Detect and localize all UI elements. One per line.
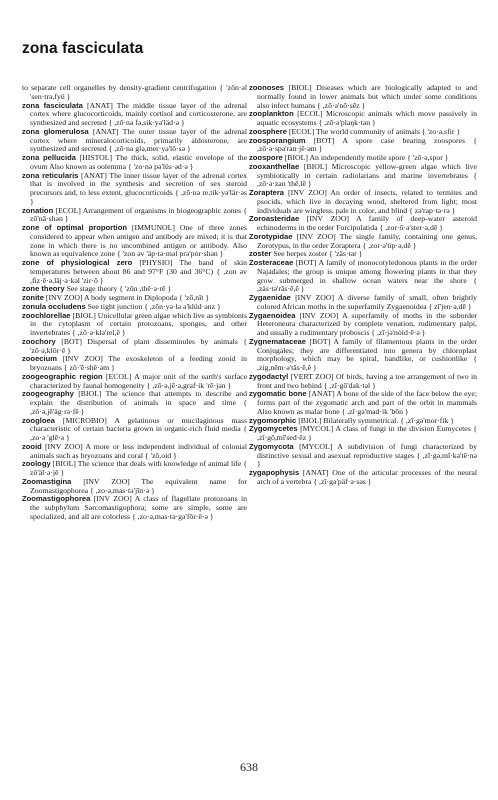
entry-definition: See stage theory { 'zōn ,thē·ə·rē }	[66, 284, 172, 294]
entry-definition: [ECOL] Arrangement of organisms in biogeographic zones { zō'nā·shən }	[30, 205, 248, 224]
entry-definition: [INV ZOO] A family of deep-water asteroid echinoderms in the order Forcipulatida { ,zor·ō·ə'ster·ə,dē }	[257, 214, 478, 232]
entry-headword: Zoroasteridae	[249, 214, 300, 224]
entry-definition: [MICROBIO] A gelatinous or mucilaginous mass characteristic of certain bacteria grown in organic-rich fluid media { ,zo·ə 'glē·ə }	[30, 415, 248, 442]
entry-headword: zoster	[249, 249, 272, 259]
entry-headword: zonation	[22, 205, 54, 215]
entry-definition: [BIOL] The science that attempts to describe and explain the distribution of animals in space and time { ,zō·ə,jē'äg·rə·fē }	[30, 389, 248, 416]
dictionary-entry	[22, 154, 247, 172]
dictionary-entry	[22, 417, 247, 443]
entry-headword: zooid	[22, 441, 42, 451]
entry-headword: zoogeographic region	[22, 371, 103, 381]
entry-definition: [INV ZOO] A body segment in Diplopoda { 'zō,nīt }	[45, 293, 210, 302]
entry-definition: [MYCOL] A subdivision of fungi characterized by distinctive sexual and asexual reproductive stages { ,zī·gə,mī·kə'tē·nə }	[257, 441, 478, 469]
entry-headword: Zygomycetes	[249, 424, 298, 434]
entry-headword: zoospore	[249, 153, 283, 162]
entry-headword: Zosteraceae	[249, 258, 294, 267]
entry-definition: [INV ZOO] A diverse family of small, often brightly colored African moths in the superfamily Zygaenoidea { zī'jen·ə,dē }	[257, 293, 477, 311]
dictionary-entry	[22, 390, 247, 416]
dictionary-entry	[249, 373, 477, 391]
entry-headword: zona pellucida	[22, 153, 76, 162]
entry-definition: [BIOL] Bilaterally symmetrical. { ,zī·gə'mor·fik }	[298, 415, 455, 425]
entry-headword: Zorotypidae	[249, 231, 293, 241]
entry-headword: zona reticularis	[22, 170, 79, 180]
dictionary-entry	[22, 355, 247, 373]
entry-headword: zoosphere	[249, 126, 287, 136]
entry-definition: [ANAT] The inner tissue layer of the adrenal cortex that is involved in the synthesis and secretion of sex steroid precursors and, to less extent, glucocorticoids { ,zō·nə re,tik·yə'lär·əs }	[30, 170, 247, 206]
running-head: zona fasciculata	[22, 40, 144, 57]
entry-definition: [MYCOL] A class of fungi in the division Eumycetes { ,zī·gō,mī'sed·ēz }	[257, 424, 478, 442]
entry-headword: Zygaenoidea	[249, 310, 296, 320]
left-column	[22, 84, 247, 522]
entry-definition: [INV ZOO] The single family, containing one genus, Zorotypus, in the order Zoraptera { ,zor·ə'tip·ə,dē }	[257, 231, 478, 250]
entry-headword: Zygaenidae	[249, 293, 291, 302]
entry-definition: [INV ZOO] The exoskeleton of a feeding zooid in bryozoans { zō·'ē·shē·əm }	[30, 354, 248, 372]
entry-headword: Zoraptera	[249, 188, 285, 197]
dictionary-entry	[22, 373, 247, 391]
entry-headword: zona glomerulosa	[22, 126, 89, 136]
dictionary-entry	[22, 443, 247, 461]
entry-definition: [BIOL] Diseases which are biologically adapted to and normally found in lower animals but which under some conditions also infect humans { ,zō·ə'nō·sēz }	[257, 83, 477, 110]
dictionary-entry	[22, 338, 247, 356]
entry-definition: [BOT] Dispersal of plant disseminules by animals { 'zō·ə,klōr·ē }	[30, 336, 248, 355]
dictionary-entry	[249, 215, 477, 233]
entry-headword: Zoomastigina	[22, 476, 72, 486]
entry-headword: zone theory	[22, 284, 65, 294]
entry-headword: zygomatic bone	[249, 389, 307, 399]
entry-definition: [ECOL] The world community of animals { 'zo·ə,sfir }	[288, 126, 461, 136]
entry-headword: zoonoses	[249, 83, 285, 92]
dictionary-entry	[22, 259, 247, 285]
entry-definition: [VERT ZOO] Of birds, having a toe arrangement of two in front and two behind { ,zī·gō'dak·təl }	[257, 371, 478, 390]
entry-definition: See tight junction { ,zōn·yə·lə ə'klüd·ənz }	[87, 301, 221, 311]
entry-headword: zygodactyl	[249, 371, 289, 381]
entry-definition: [BIOL] Unicellular green algae which live as symbionts in the cytoplasm of certain protozoans, sponges, and other invertebrates { ,zō·ə·klə'rel,ē }	[30, 310, 248, 337]
dictionary-entry	[249, 312, 477, 338]
entry-headword: Zygomycota	[249, 441, 294, 451]
entry-definition: [ANAT] The outer tissue layer of the adrenal cortex where mineralocorticoids, primarily aldosterone, are synthesized and secreted { ,zō·nə glə,mer·yə'lō·sə }	[30, 126, 247, 154]
dictionary-entry	[249, 294, 477, 312]
entry-definition: [IMMUNOL] One of three zones considered to appear when antigen and antibody are mixed; it is that zone in which there is no uncombined antigen or antibody. Also known as equivalence zone { 'zon əv 'äp·tə·məl prə'pȯr·shən }	[30, 223, 247, 259]
dictionary-entry	[22, 460, 247, 478]
entry-definition: [INV ZOO] An order of insects, related to termites and psocids, which live in decaying wood, sheltered from light; most individuals are wingless, pale in color, and blind { zə'rap·tə·rə }	[257, 188, 478, 215]
dictionary-entry	[249, 469, 477, 487]
dictionary-entry	[22, 478, 247, 496]
entry-headword: zooplankton	[249, 109, 294, 119]
dictionary-entry	[22, 207, 247, 225]
dictionary-entry	[22, 128, 247, 154]
entry-headword: zonite	[22, 293, 44, 302]
entry-definition: [ANAT] The middle tissue layer of the adrenal cortex where glucocorticoids, mainly cortisol and corticosterone, are synthesized and secreted { ,zō·nə fə,sik·yə'läd·ə }	[30, 100, 247, 127]
entry-definition: [INV ZOO] The equivalent name for Zoomastigophorea { ,zo·ə,mas·tə'jīn·ə }	[30, 476, 248, 495]
entry-definition: [ECOL] Microscopic animals which move passively in aquatic ecosystems { ,zō·ə'plaŋk·tən }	[257, 109, 477, 127]
dictionary-entry	[249, 233, 477, 251]
dictionary-entry	[249, 443, 477, 469]
entry-definition: [BIOL] An independently motile spore { 'zō·ə,spor }	[284, 153, 449, 162]
entry-definition: [BOT] A family of monocotyledonous plants in the order Najadales; the group is unique among flowering plants in that they grow submerged in shallow ocean waters near the shore { ,zäs·tə'rās·ē,ē }	[257, 258, 478, 294]
dictionary-entry	[249, 338, 477, 373]
entry-definition: [BIOL] Microscopic yellow-green algae which live symbiotically in certain radiolarians and marine invertebrates { ,zō·ə·zan 'thē,lē }	[257, 161, 477, 189]
entry-definition: [ANAT] A bone of the side of the face below the eye; forms part of the zygomatic arch and part of the orbit in mammals Also known as malar bone { ,zī·gə'mad·ik 'bōn }	[257, 389, 478, 416]
entry-headword: zoochlorellae	[22, 310, 71, 320]
entry-headword: zone of physiological zero	[22, 258, 133, 267]
page-number: 638	[240, 760, 258, 774]
right-column	[249, 84, 477, 487]
entry-definition: See herpes zoster { 'zäs·tər }	[273, 249, 363, 259]
entry-headword: zooecium	[22, 354, 58, 364]
dictionary-entry	[249, 259, 477, 294]
entry-definition: [INV ZOO] A more or less independent individual of colonial animals such as bryozoans and coral { 'zō,oid }	[30, 441, 248, 460]
entry-headword: zonula occludens	[22, 301, 86, 311]
dictionary-entry	[22, 495, 247, 521]
entry-definition: [PHYSIO] The band of skin temperatures between about 86 and 97°F (30 and 36°C) { ,zon əv ,fiz·ē·ə,läj·ə·kəl 'zir·ō }	[30, 258, 247, 285]
entry-headword: zone of optimal proportion	[22, 223, 128, 232]
entry-definition: [ECOL] A major unit of the earth's surface characterized by faunal homogeneity { ,zō·ə,jē·ə,graf·ik 'rē·jən }	[30, 371, 248, 390]
entry-definition: [BOT] A spore case bearing zoospores { ,zō·ə·spə'ran·jē·əm }	[257, 135, 478, 154]
dictionary-entry	[22, 312, 247, 338]
entry-headword: Zoomastigophorea	[22, 494, 91, 504]
dictionary-entry	[249, 163, 477, 189]
entry-headword: zona fasciculata	[22, 100, 83, 110]
dictionary-entry	[249, 110, 477, 128]
entry-definition: [INV ZOO] A superfamily of moths in the suborder Heteroneura characterized by complete venation, rudimentary palpi, and usually a rudimentary proboscis { ,zī·jə'nȯid·ē·ə }	[257, 310, 478, 337]
entry-definition: [BOT] A family of filamentous plants in the order Conjugales; they are differentiated into genera by chloroplast morphology, which may be spiral, bandlike, or cushionlike { ,zig,nēm·ə'tās·ē,ē }	[257, 336, 478, 372]
entry-headword: zooxanthellae	[249, 161, 300, 171]
dictionary-entry	[249, 425, 477, 443]
entry-headword: zoochory	[22, 336, 56, 346]
dictionary-entry	[22, 84, 247, 102]
dictionary-entry	[22, 102, 247, 128]
entry-headword: zygapophysis	[249, 468, 300, 477]
entry-headword: zoogloea	[22, 415, 55, 425]
dictionary-entry	[249, 84, 477, 110]
entry-definition: to separate cell organelles by density-gradient centrifugation { 'zōn·əl 'sen·trə,fyü }	[22, 83, 247, 101]
entry-headword: zoosporangium	[249, 135, 306, 145]
dictionary-entry	[249, 390, 477, 416]
dictionary-entry	[249, 137, 477, 155]
entry-definition: [BIOL] The science that deals with knowledge of animal life { zō'äl·ə·jē }	[30, 459, 248, 477]
dictionary-entry	[22, 224, 247, 259]
dictionary-entry	[22, 172, 247, 207]
entry-definition: [HISTOL] The thick, solid, elastic envelope of the ovum Also known as oolemma { 'zo·nə pə'lüs·əd·ə }	[30, 153, 248, 171]
dictionary-entry	[249, 189, 477, 215]
entry-headword: zoogeography	[22, 389, 74, 399]
entry-definition: [ANAT] One of the articular processes of the neural arch of a vertebra { ,zī·gə'päf·ə·səs }	[257, 468, 477, 486]
entry-headword: Zygnemataceae	[249, 336, 306, 346]
entry-headword: zoology	[22, 459, 51, 469]
entry-definition: [INV ZOO] A class of flagellate protozoans in the subphylum Sarcomastigophora; some are simple, some are specialized, and all are colorless { ,zo·ə,mas·tə·gə'fōr·ē·ə }	[30, 494, 247, 521]
entry-headword: zygomorphic	[249, 415, 297, 425]
